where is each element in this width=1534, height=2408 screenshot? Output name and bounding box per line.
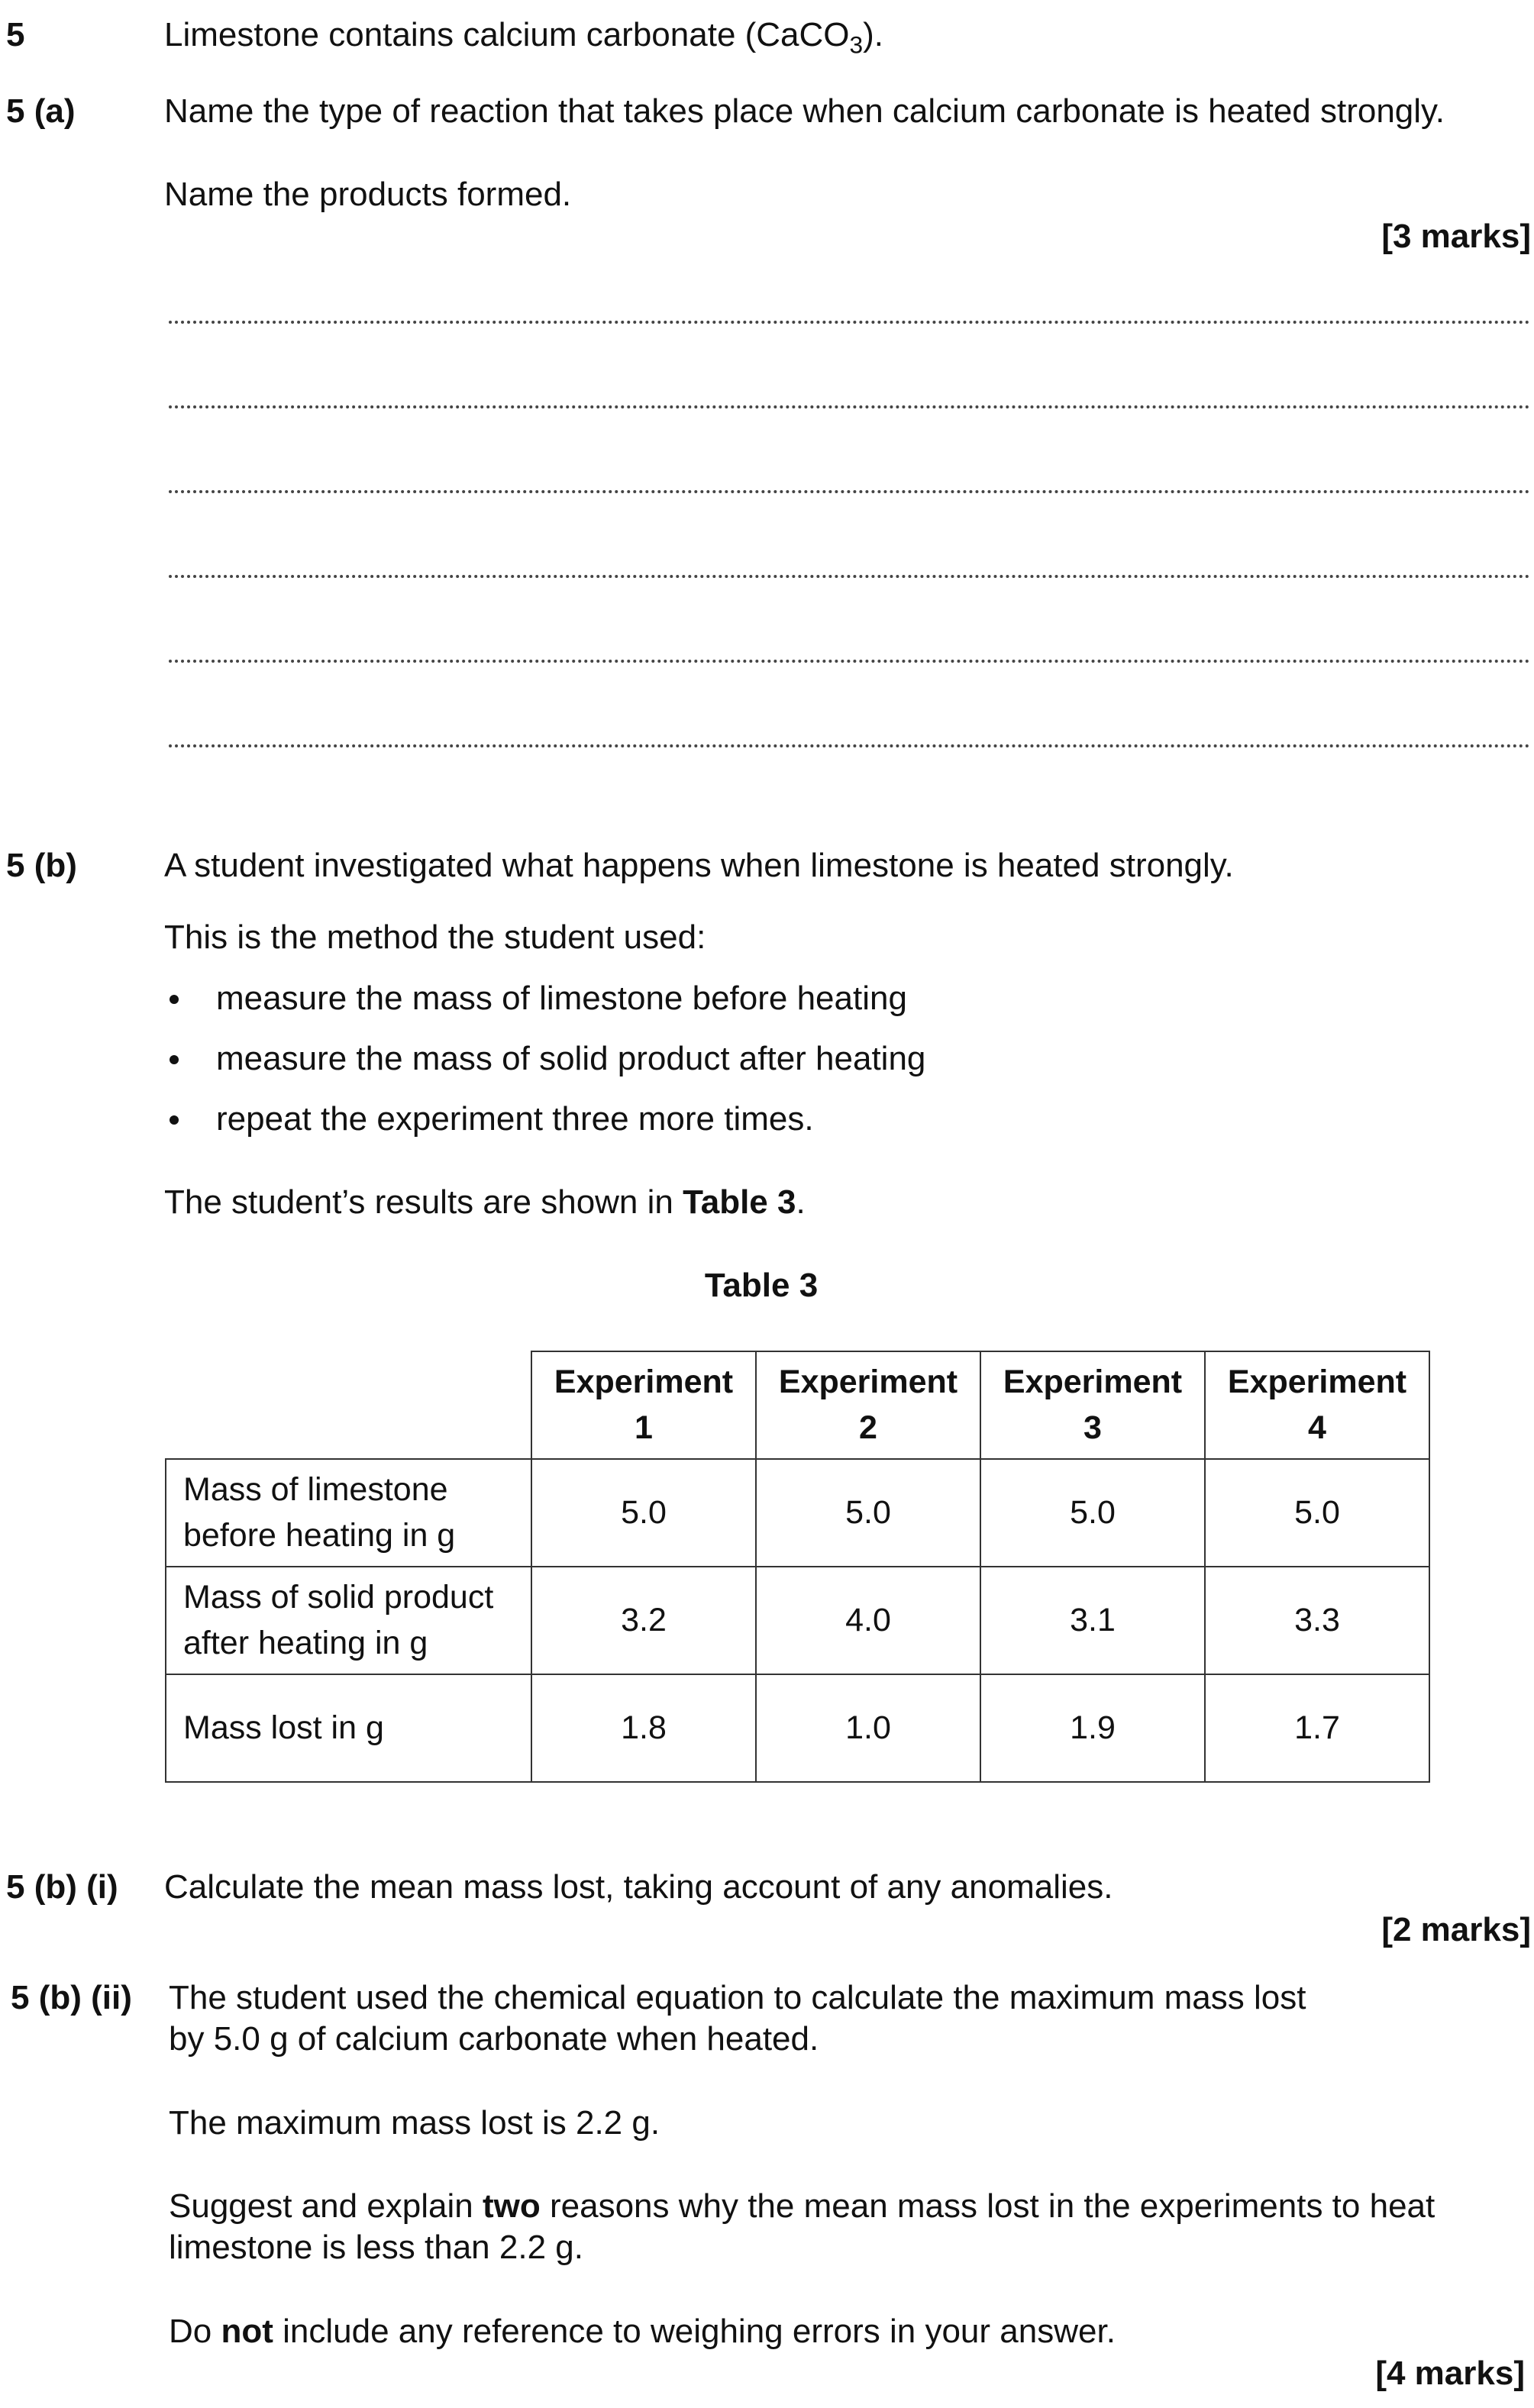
answer-line[interactable] xyxy=(169,575,1530,578)
row-label-mass-lost xyxy=(166,1674,531,1782)
header-word: Experiment xyxy=(1003,1364,1183,1401)
question-5bi-text: Calculate the mean mass lost, taking account of any anomalies. xyxy=(164,1868,1113,1906)
table-header-row xyxy=(166,1351,1429,1459)
question-5a-line2: Name the products formed. xyxy=(164,176,572,213)
table-header-experiment-3 xyxy=(980,1351,1205,1459)
table-cell: 5.0 xyxy=(980,1459,1205,1567)
row-label-line: before heating in g xyxy=(183,1516,456,1554)
table-cell: 4.0 xyxy=(756,1567,980,1674)
row-label-line: Mass of solid product xyxy=(183,1579,494,1616)
answer-line[interactable] xyxy=(169,744,1530,747)
question-5-number: 5 xyxy=(6,16,25,53)
bullet-dot xyxy=(170,1055,179,1064)
method-step-2: measure the mass of solid product after heating xyxy=(216,1040,926,1077)
table-cell: 1.7 xyxy=(1205,1674,1429,1782)
question-5a-marks: [3 marks] xyxy=(1381,218,1531,255)
row-label-product-mass xyxy=(166,1567,531,1674)
answer-line[interactable] xyxy=(169,660,1530,663)
question-5bi-number: 5 (b) (i) xyxy=(6,1868,118,1906)
header-word: Experiment xyxy=(778,1364,958,1401)
answer-line[interactable] xyxy=(169,490,1530,493)
bullet-dot xyxy=(170,995,179,1004)
table-cell: 3.2 xyxy=(531,1567,756,1674)
line4-suffix: reasons why the mean mass lost in the experiments to heat xyxy=(540,2187,1436,2225)
line4-emphasis: two xyxy=(482,2187,541,2225)
intro-text: Limestone contains calcium carbonate (CaCO xyxy=(164,16,850,53)
table-row xyxy=(166,1567,1429,1674)
line6-text: Do xyxy=(169,2313,221,2350)
header-word: Experiment xyxy=(1227,1364,1407,1401)
question-5bii-number: 5 (b) (ii) xyxy=(11,1979,132,2016)
question-5a-number: 5 (a) xyxy=(6,92,76,130)
table-cell: 5.0 xyxy=(531,1459,756,1567)
table-row xyxy=(166,1459,1429,1567)
table-cell: 1.9 xyxy=(980,1674,1205,1782)
question-5bi-marks: [2 marks] xyxy=(1381,1911,1531,1948)
question-5a-line1: Name the type of reaction that takes place when calcium carbonate is heated strongly. xyxy=(164,92,1445,130)
table-corner-blank xyxy=(166,1351,531,1459)
row-label-limestone-mass xyxy=(166,1459,531,1567)
bullet-dot xyxy=(170,1115,179,1125)
question-5bii-line1: The student used the chemical equation to calculate the maximum mass lost xyxy=(169,1979,1306,2016)
question-5b-number: 5 (b) xyxy=(6,847,77,884)
question-5-intro xyxy=(164,14,884,59)
intro-subscript: 3 xyxy=(849,31,864,59)
intro-suffix: ). xyxy=(863,16,884,53)
question-5bii-line6 xyxy=(169,2310,1116,2352)
table-header-experiment-4 xyxy=(1205,1351,1429,1459)
method-step-1: measure the mass of limestone before heating xyxy=(216,980,907,1017)
header-number: 4 xyxy=(1308,1409,1326,1446)
question-5bii-marks: [4 marks] xyxy=(1375,2355,1525,2392)
question-5b-line2: This is the method the student used: xyxy=(164,918,706,956)
header-word: Experiment xyxy=(554,1364,734,1401)
question-5bii-line5: limestone is less than 2.2 g. xyxy=(169,2229,583,2266)
question-5bii-line2: by 5.0 g of calcium carbonate when heated. xyxy=(169,2020,819,2058)
method-step-3: repeat the experiment three more times. xyxy=(216,1100,814,1138)
line6-suffix: include any reference to weighing errors in your answer. xyxy=(273,2313,1116,2350)
table-cell: 3.3 xyxy=(1205,1567,1429,1674)
row-label-line: Mass lost in g xyxy=(183,1709,384,1746)
line4-text: Suggest and explain xyxy=(169,2187,483,2225)
table-header-experiment-1 xyxy=(531,1351,756,1459)
table-cell: 1.8 xyxy=(531,1674,756,1782)
table-cell: 3.1 xyxy=(980,1567,1205,1674)
question-5b-line1: A student investigated what happens when limestone is heated strongly. xyxy=(164,847,1234,884)
results-table-ref: Table 3 xyxy=(683,1183,796,1221)
table-cell: 5.0 xyxy=(1205,1459,1429,1567)
table-header-experiment-2 xyxy=(756,1351,980,1459)
answer-line[interactable] xyxy=(169,321,1530,324)
results-text: The student’s results are shown in xyxy=(164,1183,683,1221)
row-label-line: after heating in g xyxy=(183,1624,428,1661)
results-suffix: . xyxy=(796,1183,806,1221)
table-cell: 5.0 xyxy=(756,1459,980,1567)
question-5bii-line4 xyxy=(169,2185,1435,2227)
answer-line[interactable] xyxy=(169,405,1530,408)
results-sentence xyxy=(164,1181,806,1223)
table-row xyxy=(166,1674,1429,1782)
header-number: 3 xyxy=(1083,1409,1102,1446)
results-table xyxy=(165,1351,1430,1783)
table-title: Table 3 xyxy=(704,1267,819,1304)
header-number: 2 xyxy=(859,1409,877,1446)
table-cell: 1.0 xyxy=(756,1674,980,1782)
line6-emphasis: not xyxy=(221,2313,273,2350)
row-label-line: Mass of limestone xyxy=(183,1471,448,1509)
question-5bii-line3: The maximum mass lost is 2.2 g. xyxy=(169,2104,660,2142)
header-number: 1 xyxy=(635,1409,653,1446)
